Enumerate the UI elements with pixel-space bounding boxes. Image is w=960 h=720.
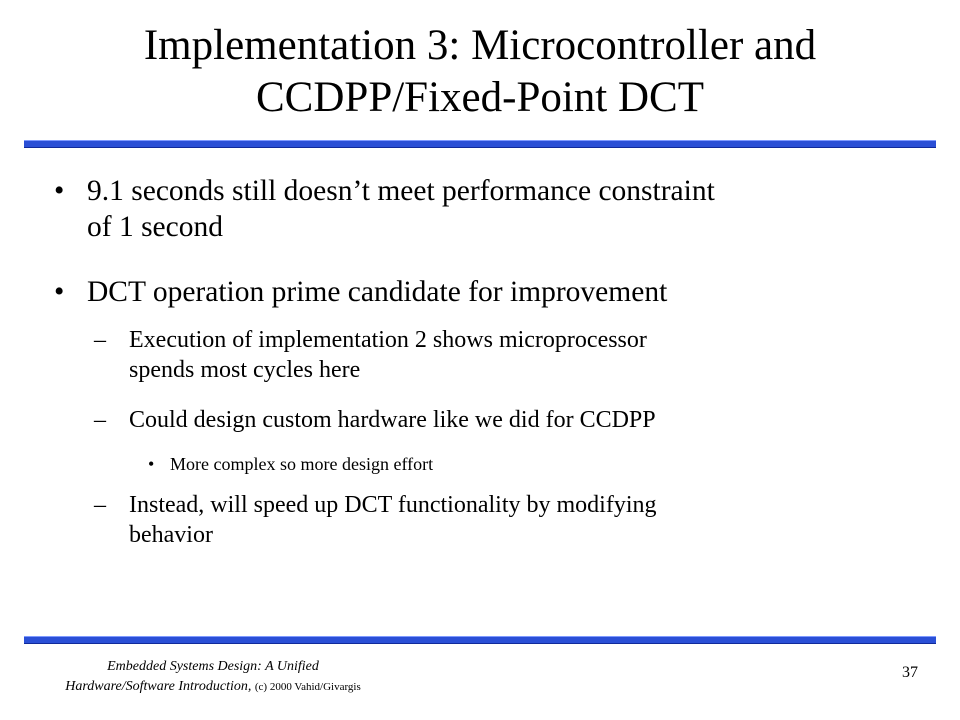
bullet-text-line-1: 9.1 seconds still doesn’t meet performance constraint (87, 175, 715, 207)
sub-bullet-text-line-1: Execution of implementation 2 shows microprocessor (129, 327, 647, 353)
dash-mark: – (94, 327, 106, 353)
footer-book-line-1: Embedded Systems Design: A Unified (107, 659, 319, 674)
bullet-dct-candidate (54, 274, 907, 310)
sub-bullet-text-line-2: spends most cycles here (129, 357, 361, 383)
bullet-performance (54, 173, 907, 245)
sub-bullet-speed-up (94, 490, 889, 550)
slide-title-line-1: Implementation 3: Microcontroller and (143, 22, 817, 69)
footer-copyright: (c) 2000 Vahid/Givargis (254, 681, 361, 693)
sub-bullet-text-line-2: behavior (129, 522, 213, 548)
sub-sub-bullet-text: More complex so more design effort (170, 454, 434, 474)
slide-title-line-2: CCDPP/Fixed-Point DCT (255, 74, 704, 121)
sub-bullet-custom-hardware (94, 405, 889, 435)
sub-bullet-execution (94, 325, 889, 385)
bullet-text-line-2: of 1 second (87, 211, 223, 243)
page-number: 37 (902, 664, 918, 681)
small-bullet-mark: • (148, 454, 155, 474)
bullet-mark: • (54, 276, 65, 308)
footer-book-line-2: Hardware/Software Introduction, (65, 679, 252, 694)
dash-mark: – (94, 492, 106, 518)
footer-citation (33, 657, 393, 697)
sub-bullet-text: Could design custom hardware like we did for CCDPP (129, 407, 656, 433)
sub-sub-bullet-complexity (148, 452, 870, 476)
dash-mark: – (94, 407, 106, 433)
bullet-mark: • (54, 175, 65, 207)
sub-bullet-text-line-1: Instead, will speed up DCT functionality by modifying (129, 492, 657, 518)
bullet-text: DCT operation prime candidate for improvement (87, 276, 668, 308)
footer-divider (24, 636, 936, 644)
